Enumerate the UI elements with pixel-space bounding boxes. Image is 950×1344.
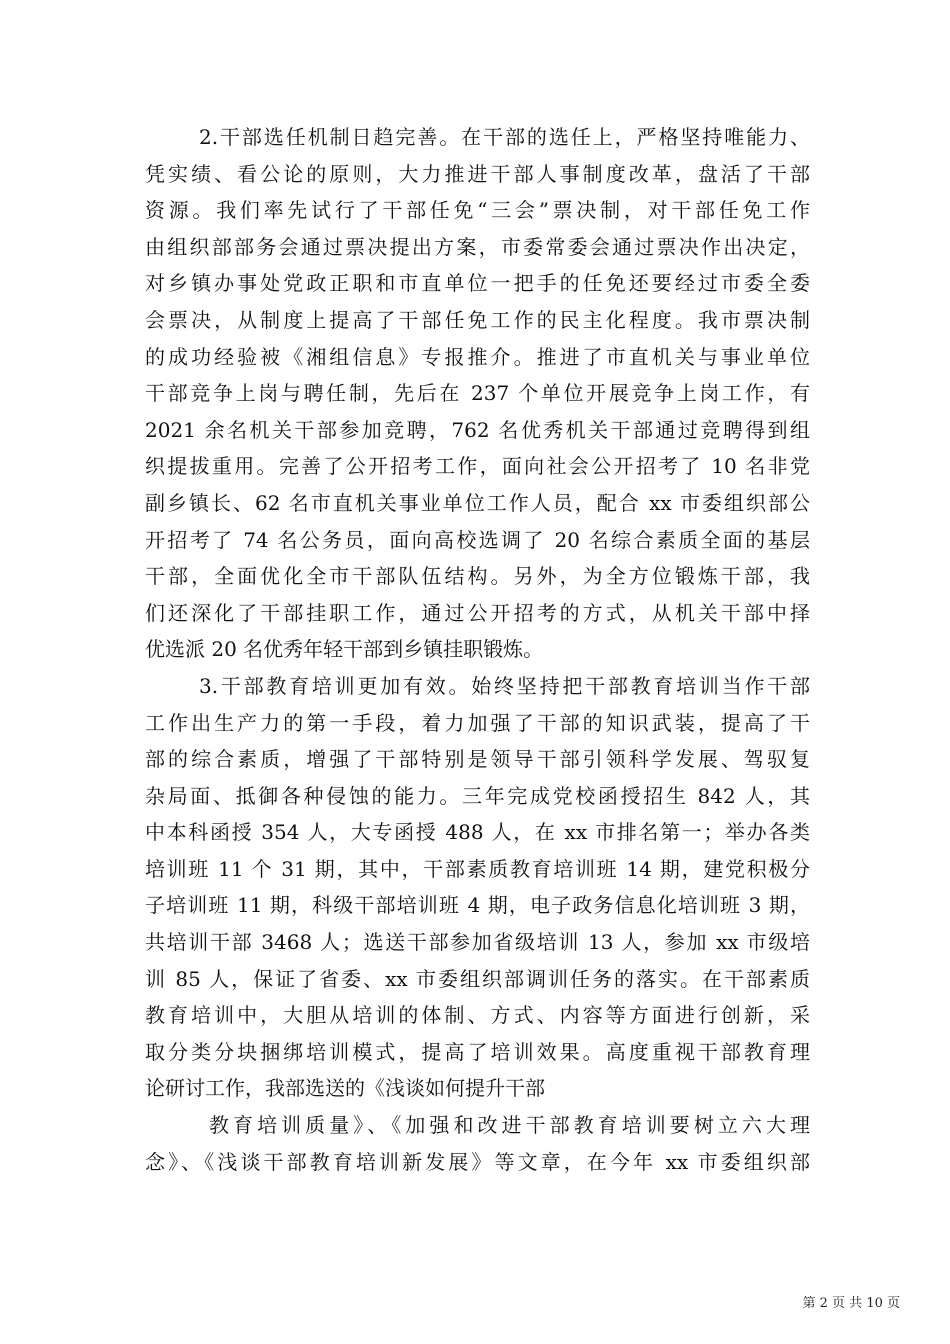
text-line: 开招考了 74 名公务员，面向高校选调了 20 名综合素质全面的基层 [145, 527, 810, 552]
text-line: 干部竞争上岗与聘任制，先后在 237 个单位开展竞争上岗工作，有 [145, 381, 810, 406]
page-footer: 第 2 页 共 10 页 [802, 1296, 900, 1311]
text-line: 教育培训中，大胆从培训的体制、方式、内容等方面进行创新，采 [145, 1003, 810, 1028]
text-line: 杂局面、抵御各种侵蚀的能力。三年完成党校函授招生 842 人，其 [145, 783, 810, 808]
text-line: 由组织部部务会通过票决提出方案，市委常委会通过票决作出决定， [145, 234, 810, 259]
text-line: 会票决，从制度上提高了干部任免工作的民主化程度。我市票决制 [145, 307, 810, 332]
text-line: 训 85 人，保证了省委、xx 市委组织部调训任务的落实。在干部素质 [145, 966, 810, 991]
text-line: 副乡镇长、62 名市直机关事业单位工作人员，配合 xx 市委组织部公 [145, 490, 810, 515]
text-line: 织提拔重用。完善了公开招考工作，面向社会公开招考了 10 名非党 [145, 454, 810, 479]
text-line: 共培训干部 3468 人；选送干部参加省级培训 13 人，参加 xx 市级培 [145, 930, 810, 955]
text-line: 工作出生产力的第一手段，着力加强了干部的知识武装，提高了干 [145, 710, 810, 735]
text-line: 干部，全面优化全市干部队伍结构。另外，为全方位锻炼干部，我 [145, 564, 810, 589]
text-line: 凭实绩、看公论的原则，大力推进干部人事制度改革，盘活了干部 [145, 161, 810, 186]
text-line: 对乡镇办事处党政正职和市直单位一把手的任免还要经过市委全委 [145, 271, 810, 296]
text-line: 子培训班 11 期，科级干部培训班 4 期，电子政务信息化培训班 3 期， [145, 893, 810, 918]
text-line: 取分类分块捆绑培训模式，提高了培训效果。高度重视干部教育理 [145, 1039, 810, 1064]
paragraph [145, 119, 810, 668]
text-line: 的成功经验被《湘组信息》专报推介。推进了市直机关与事业单位 [145, 344, 810, 369]
text-line: 念》、《浅谈干部教育培训新发展》等文章，在今年 xx 市委组织部 [145, 1149, 810, 1174]
text-line: 优选派 20 名优秀年轻干部到乡镇挂职锻炼。 [145, 637, 544, 662]
body-text [145, 119, 810, 1180]
text-line: 部的综合素质，增强了干部特别是领导干部引领科学发展、驾驭复 [145, 747, 810, 772]
paragraph [145, 668, 810, 1107]
text-line: 资源。我们率先试行了干部任免“三会”票决制，对干部任免工作 [145, 198, 810, 223]
text-line: 们还深化了干部挂职工作，通过公开招考的方式，从机关干部中择 [145, 600, 810, 625]
text-line: 2.干部选任机制日趋完善。在干部的选任上，严格坚持唯能力、 [199, 125, 810, 149]
text-line: 教育培训质量》、《加强和改进干部教育培训要树立六大理 [209, 1113, 810, 1138]
text-line: 中本科函授 354 人，大专函授 488 人，在 xx 市排名第一；举办各类 [145, 820, 810, 845]
text-line: 培训班 11 个 31 期，其中，干部素质教育培训班 14 期，建党积极分 [145, 856, 810, 881]
paragraph [145, 1107, 810, 1180]
text-line: 3.干部教育培训更加有效。始终坚持把干部教育培训当作干部 [199, 673, 810, 698]
text-line: 论研讨工作，我部选送的《浅谈如何提升干部 [145, 1076, 545, 1101]
text-line: 2021 余名机关干部参加竞聘，762 名优秀机关干部通过竞聘得到组 [145, 417, 810, 442]
